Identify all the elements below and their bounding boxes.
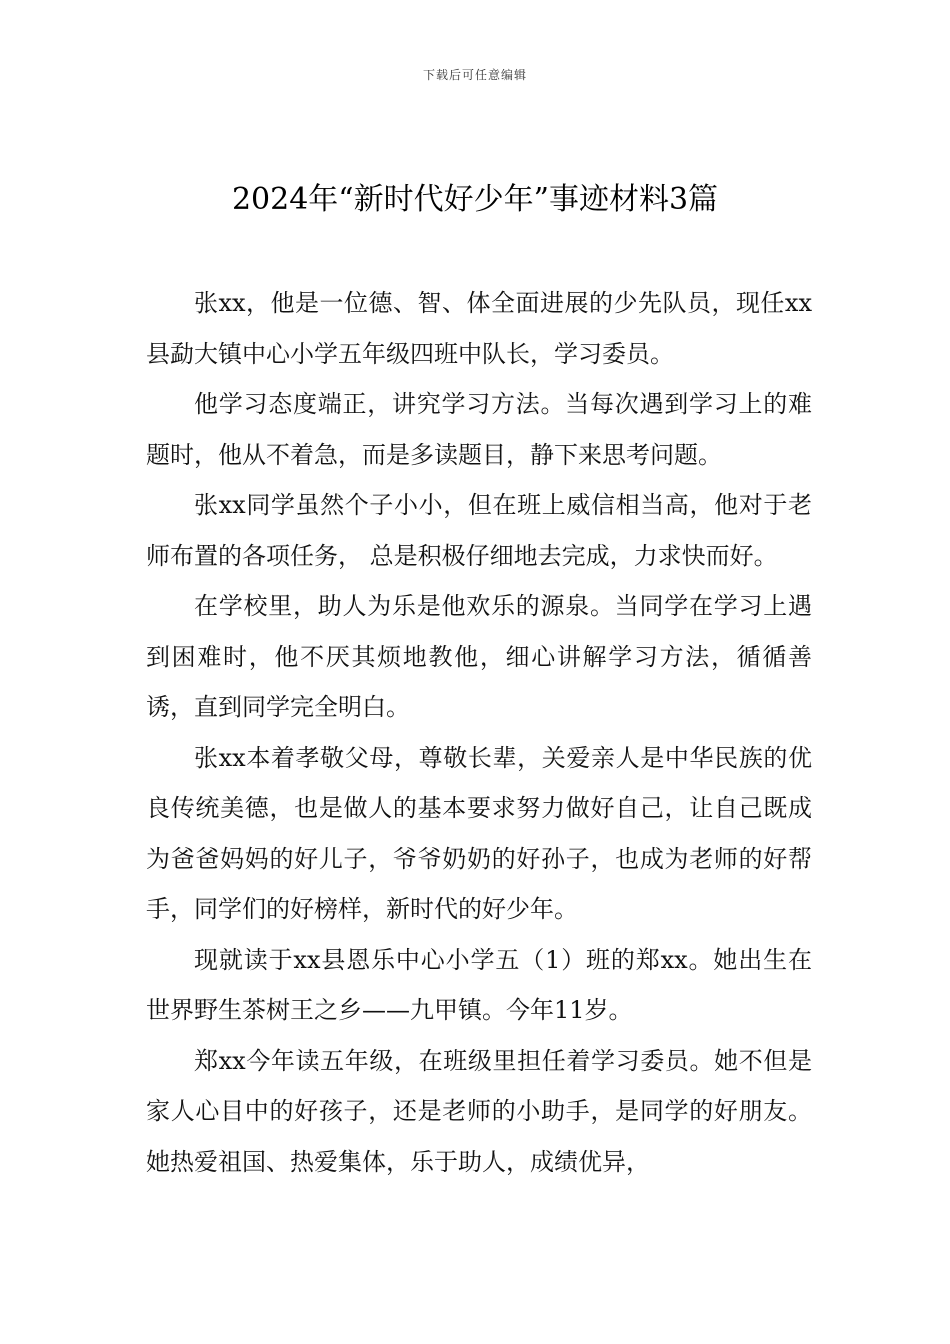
header-note: 下载后可任意编辑 xyxy=(422,68,527,82)
paragraph-7: 郑xx今年读五年级，在班级里担任着学习委员。她不但是家人心目中的好孩子，还是老师的小助手，是同学的好朋友。她热爱祖国、热爱集体，乐于助人，成绩优异， xyxy=(146,1046,812,1176)
document-body xyxy=(146,278,812,1187)
paragraph-3: 张xx同学虽然个子小小，但在班上威信相当高，他对于老师布置的各项任务， 总是积极仔细地去完成，力求快而好。 xyxy=(146,491,812,570)
paragraph-2: 他学习态度端正，讲究学习方法。当每次遇到学习上的难题时，他从不着急，而是多读题目，静下来思考问题。 xyxy=(146,390,812,469)
document-title: 2024年“新时代好少年”事迹材料3篇 xyxy=(231,182,719,217)
paragraph-6: 现就读于xx县恩乐中心小学五（1）班的郑xx。她出生在世界野生茶树王之乡——九甲镇。今年11岁。 xyxy=(146,945,812,1024)
paragraph-4: 在学校里，助人为乐是他欢乐的源泉。当同学在学习上遇到困难时，他不厌其烦地教他，细心讲解学习方法，循循善诱，直到同学完全明白。 xyxy=(146,592,812,721)
paragraph-1: 张xx，他是一位德、智、体全面进展的少先队员，现任xx县勐大镇中心小学五年级四班中队长，学习委员。 xyxy=(146,289,812,368)
paragraph-5: 张xx本着孝敬父母，尊敬长辈，关爱亲人是中华民族的优良传统美德，也是做人的基本要求努力做好自己，让自己既成为爸爸妈妈的好儿子，爷爷奶奶的好孙子，也成为老师的好帮手，同学们的好榜样，新时代的好少年。 xyxy=(146,743,812,923)
